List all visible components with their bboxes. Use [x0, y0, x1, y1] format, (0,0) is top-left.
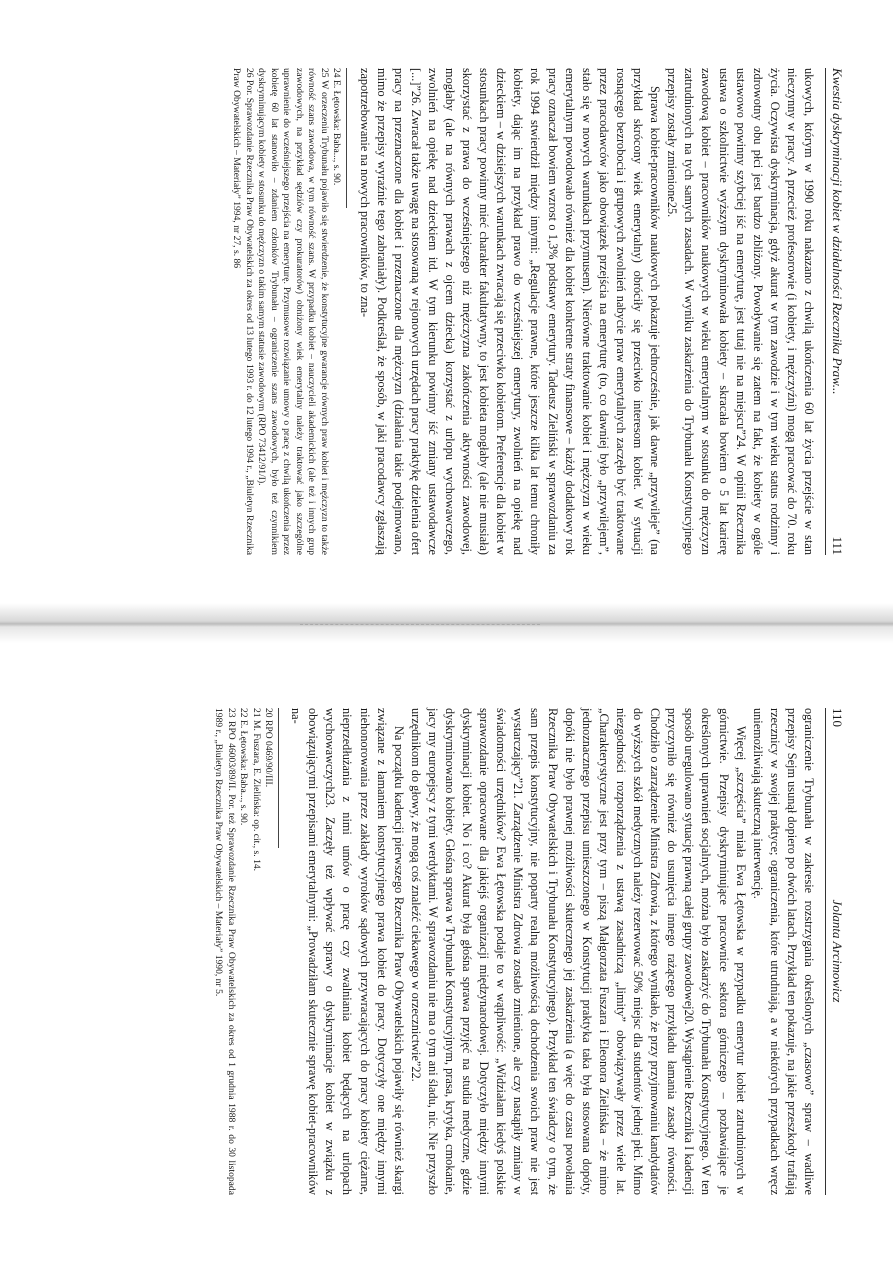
footnotes	[212, 708, 275, 1195]
page-header	[825, 68, 845, 555]
footnote: 22 E. Łętowska: Baba..., s. 90.	[238, 708, 250, 826]
footnote: 20 RPO 0469/90/III.	[263, 708, 275, 788]
scan-artifact	[300, 624, 540, 627]
footnote: 26 Por. Sprawozdanie Rzecznika Praw Obywatelskich za okres od 13 lutego 1993 r. do 12 lutego 1994 r., „Biuletyn Rzecznika Praw Obywatelskich – Materiały” 1994, nr 27, s. 86	[231, 68, 255, 555]
footnote: 25 W orzeczeniu Trybunału pojawiło się stwierdzenie, że konstytucyjne gwarancje równych praw kobiet i mężczyzn to także równość szans zawodowa, w tym równość szans. W przypadku kobiet – nauczycieli akademickich (ale też i innych grup zawodowych, na przykład sędziów czy prokuratorów) obniżony wiek emerytalny należy traktować jako szczególne uprawnienie do wcześniejszego przejścia na emeryturę. Przymusowe rozwiązanie umowy o pracę z chwilą ukończenia przez kobietę 60 lat stanowiło – zdaniem członków Trybunału – ograniczenie szans zawodowych, było też czynnikiem dyskryminującym kobiety w stosunku do mężczyzn o takim samym statusie zawodowym (RPO 73412/91/I).	[256, 68, 330, 555]
left-page	[0, 660, 893, 1250]
paragraph: Sprawa kobiet-pracowników naukowych pokazuje jednocześnie, jak dawne „przywileje” (na przykład skrócony wiek emerytalny) obróciły się przeciwko interesom kobiet. W sytuacji rosnącego bezrobocia i grupowych zwolnień nabycie praw emerytalnych zaczęło być traktowane przez pracodawców jako obowiązek przejścia na emeryturę (to, co dawniej było „przywilejem”, stało się w nowych warunkach przymusem). Nierówne traktowanie kobiet i mężczyzn w wieku emerytalnym powodowało również dla kobiet konkretne straty finansowe – każdy dodatkowy rok pracy oznaczał bowiem wzrost o 1,3% podstawy emerytury. Tadeusz Zieliński w sprawozdaniu za rok 1994 stwierdził między innymi: „Regulacje prawne, które jeszcze kilka lat temu chroniły kobiety, dając im na przykład prawo do wcześniejszej emerytury, zwolnień na opiekę nad dzieckiem – w dzisiejszych warunkach zwracają się przeciwko kobietom. Preferencje dla kobiet w stosunkach pracy powinny mieć charakter fakultatywny, to jest kobieta mogłaby (ale nie musiała) skorzystać z prawa do wcześniejszego niż mężczyzna zakończenia aktywności zawodowej, mogłaby (ale na równych prawach z ojcem dziecka) korzystać z urlopu wychowawczego, zwolnień na opiekę nad dzieckiem itd. W tym kierunku powinny iść zmiany ustawodawcze [...]”26. Zwracał także uwagę na stosowaną w rejonowych urzędach pracy praktykę dzielenia ofert pracy na przeznaczone dla kobiet i przeznaczone dla mężczyzn (działania takie podejmowano, mimo że przepisy wyraźnie tego zabraniały). Podkreślał, że sposób, w jaki pracodawcy zgłaszają zapotrzebowanie na nowych pracowników, to zna-	[357, 68, 663, 555]
footnote: 21 M. Fuszara, E. Zielińska: op. cit., s. 14.	[250, 708, 262, 872]
footnote-divider	[278, 708, 279, 848]
right-page	[0, 20, 893, 610]
footnotes	[230, 68, 343, 555]
running-head: Kwestia dyskryminacji kobiet w działalności Rzecznika Praw...	[830, 68, 845, 395]
body-text	[287, 708, 817, 1195]
body-text	[355, 68, 817, 555]
footnote-divider	[346, 68, 347, 208]
right-page-content	[0, 20, 893, 610]
paragraph: ograniczenie Trybunału w zakresie rozstrzygania określonych „czasowo” spraw – wadliwe przepisy Sejm usunął dopiero po dwóch latach. Przykład ten pokazuje, na jakie przeszkody trafiają rzecznicy w swojej praktyce; ograniczenia, które utrudniają, a w niektórych przypadkach wręcz uniemożliwiają skuteczną interwencję.	[750, 708, 816, 1195]
paragraph: Więcej „szczęścia” miała Ewa Łętowska w przypadku emerytur kobiet zatrudnionych w górnictwie. Przepisy dyskryminujące pracownice sektora górniczego – pozbawiające je określonych uprawnień socjalnych, można było zaskarżyć do Trybunału Konstytucyjnego. W ten sposób uregulowano sytuację prawną całej grupy zawodowej20. Wystąpienie Rzecznika I kadencji przyczyniło się również do usunięcia innego rażącego przykładu łamania zasady równości. Chodziło o zarządzenie Ministra Zdrowia, z którego wynikało, że przy przyjmowaniu kandydatów do wyższych szkół medycznych należy rezerwować 50% miejsc dla studentów jednej płci. Mimo niezgodności rozporządzenia z ustawą zasadniczą „limity” obowiązywały przez wiele lat. „Charakterystyczne jest przy tym – piszą Małgorzata Fuszara i Eleonora Zielińska – że mimo jednoznacznego przepisu umieszczonego w Konstytucji praktyka taka była stosowana dopóty, dopóki nie było prawnej możliwości skutecznego jej zaskarżenia (a więc do czasu powołania Rzecznika Praw Obywatelskich i Trybunału Konstytucyjnego). Przykład ten świadczy o tym, że sam przepis konstytucyjny, nie poparty realną możliwością dochodzenia swoich praw nie jest wystarczający”21. Zarządzenie Ministra Zdrowia zostało zmienione, ale czy nastąpiły zmiany w świadomości urzędników? Ewa Łętowska podaje to w wątpliwość: „Widziałam kiedyś polskie sprawozdanie opracowane dla jakiejś organizacji międzynarodowej. Dotyczyło między innymi dyskryminacji kobiet. No i co? Akurat była głośna sprawa przyjęć na studia medyczne, gdzie dyskryminowano kobiety. Głośna sprawa w Trybunale Konstytucyjnym, prasa, krytyka, cmokanie, jacy my europejscy z tymi werdyktami. W sprawozdaniu nie ma o tym ani śladu, nic. Nie przyszło urzędnikom do głowy, że mogą coś znaleźć ciekawego w orzecznictwie”22.	[408, 708, 748, 1195]
page-gutter	[0, 603, 893, 643]
paragraph: Na początku kadencji pierwszego Rzecznika Praw Obywatelskich pojawiły się również skargi związane z łamaniem konstytucyjnego prawa kobiet do pracy. Dotyczyły one między innymi niehonorowania przez zakłady wyroków sądowych przywracających do pracy kobiety ciężarne, nieprzedłużania z nimi umów o pracę czy zwalniania kobiet będących na urlopach wychowawczych23. Zaczęły też wpływać sprawy o dyskryminacje kobiet w związku z obowiązującymi przepisami emerytalnymi: „Prowadziłam skutecznie sprawę kobiet-pracowników na-	[289, 708, 406, 1195]
page-number: 110	[830, 708, 845, 728]
footnote: 23 RPO 46003/89/II. Por. też Sprawozdanie Rzecznika Praw Obywatelskich za okres od 1 grudnia 1988 r. do 30 listopada 1989 r., „Biuletyn Rzecznika Praw Obywatelskich – Materiały” 1990, nr 5.	[213, 708, 237, 1195]
page-number: 111	[830, 536, 845, 555]
running-head: Jolanta Arcimowicz	[830, 899, 845, 1003]
footnote: 24 E. Łętowska: Baba..., s. 90.	[331, 68, 343, 186]
left-page-content	[0, 660, 893, 1250]
page-header	[825, 708, 845, 1195]
paragraph: ukowych, którym w 1990 roku nakazano z chwilą ukończenia 60 lat życia przejście w stan nieczynny w pracy. A przecież profesorowie (i kobiety, i mężczyźni) mogą pracować do 70. roku życia. Oczywista dyskryminacja, gdyż akurat w tym zawodzie i w tym wieku status rodzinny i zdrowotny obu płci jest bardzo zbliżony. Powoływanie się zatem na fakt, że kobiety w ogóle ustawowo powinny szybciej iść na emeryturę, jest tutaj nie na miejscu”24. W opinii Rzecznika ustawa o szkolnictwie wyższym dyskryminowała kobiety – skracała bowiem o 5 lat karierę zawodową kobiet – pracowników naukowych w wieku emerytalnym w stosunku do mężczyzn zatrudnionych na tych samych zasadach. W wyniku zaskarżenia do Trybunału Konstytucyjnego przepisy zostały zmienione25.	[665, 68, 816, 555]
